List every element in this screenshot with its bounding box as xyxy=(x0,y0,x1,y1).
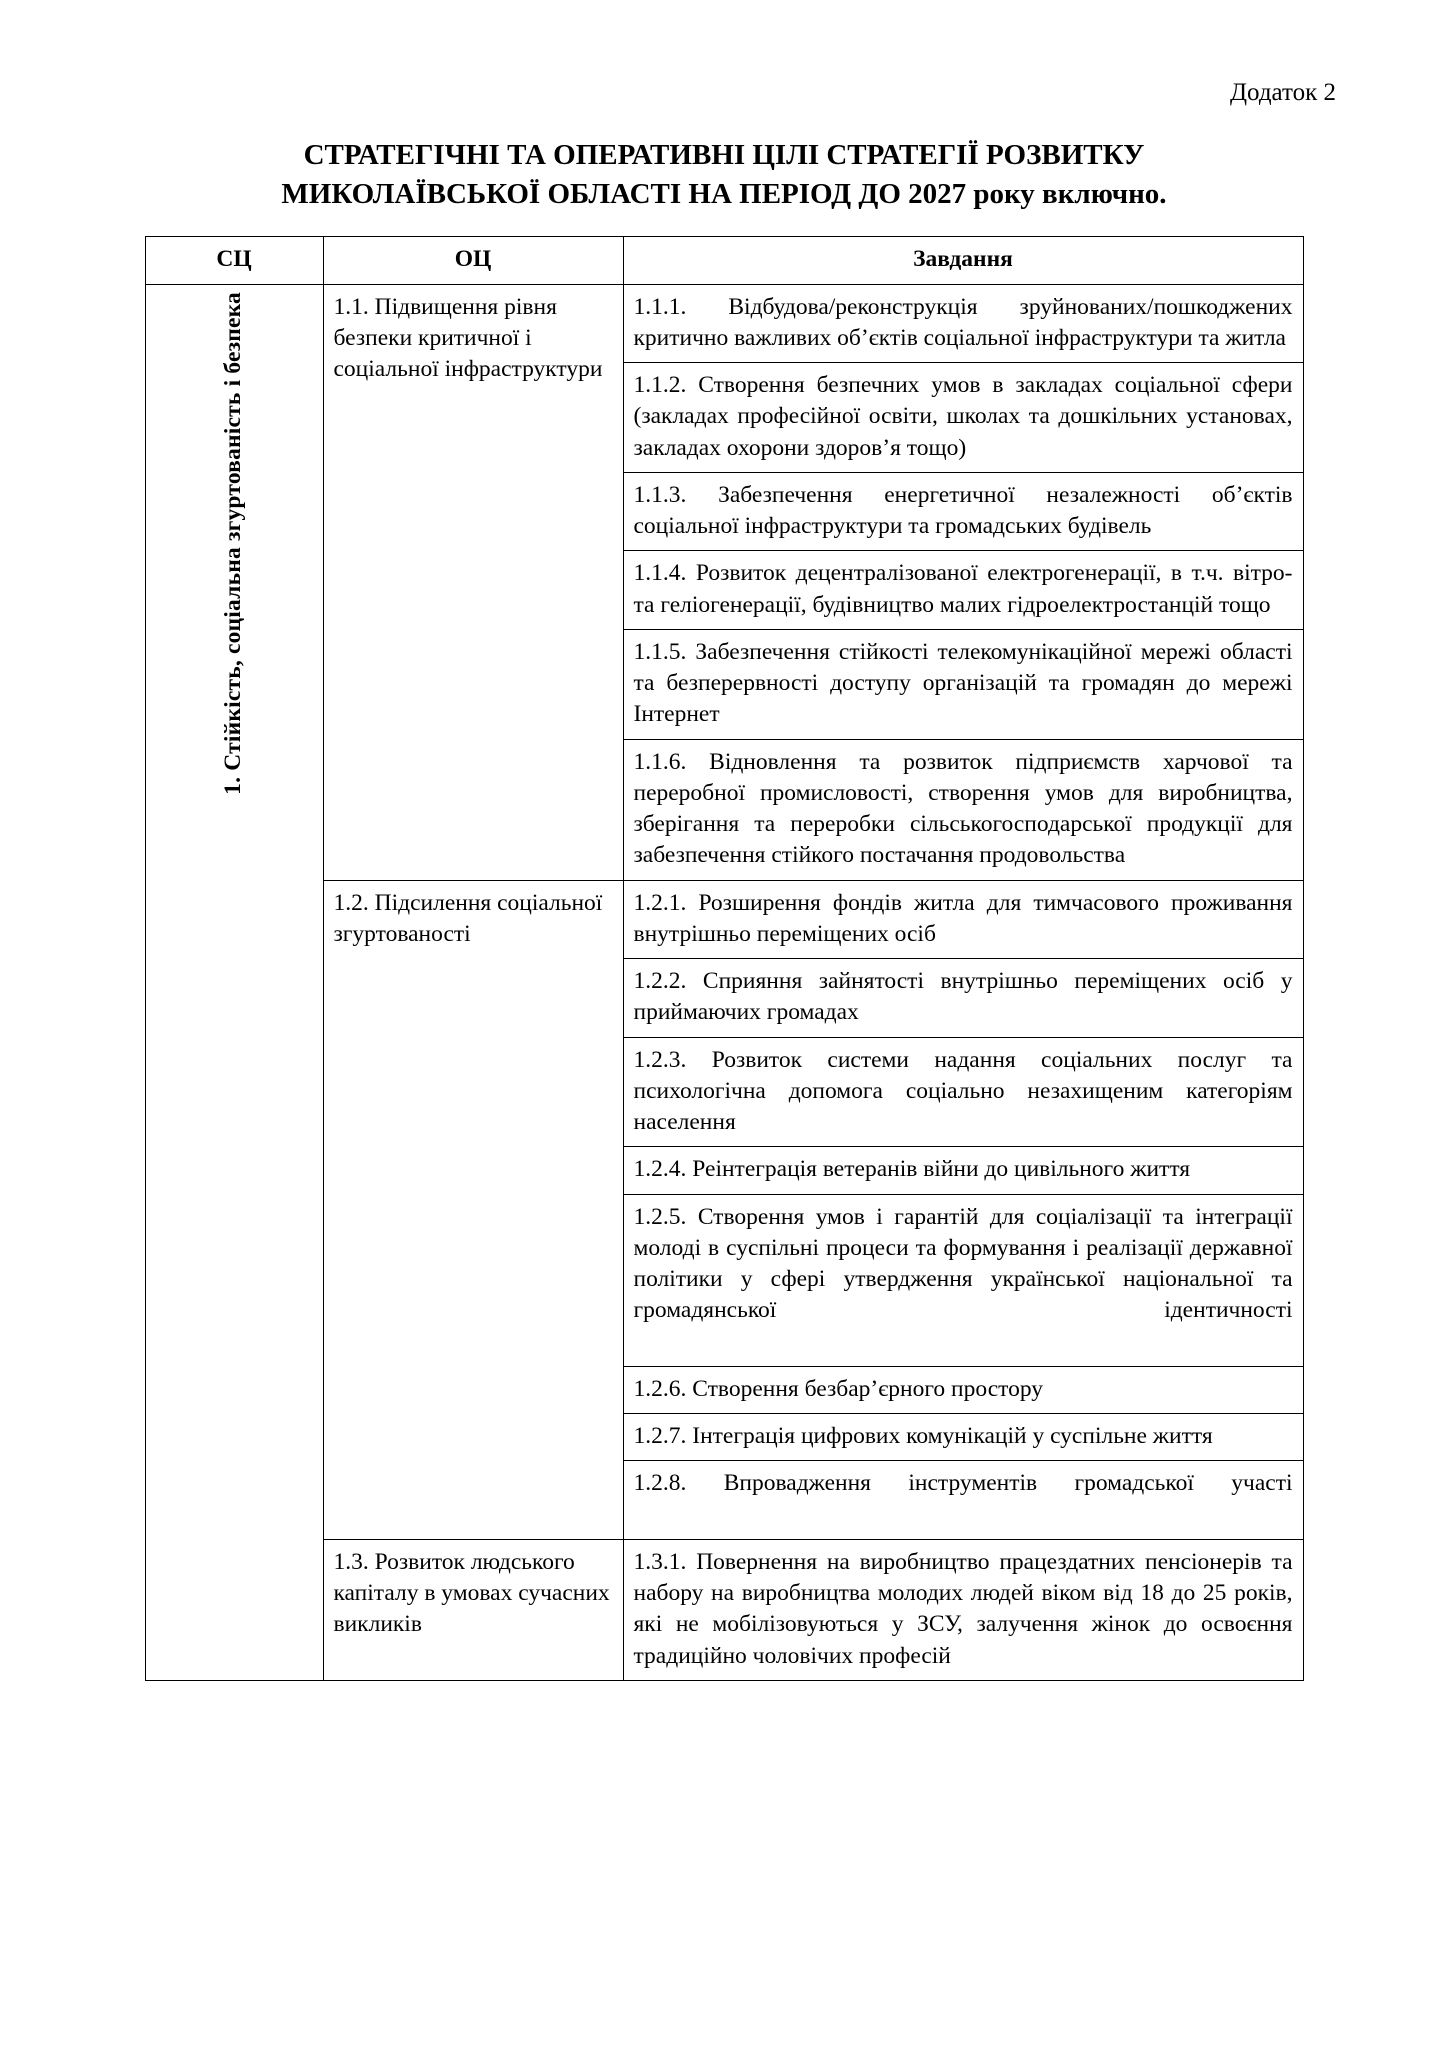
column-header-oc: ОЦ xyxy=(323,237,623,284)
task-cell: 1.2.4. Реінтеграція ветеранів війни до цивільного життя xyxy=(623,1147,1303,1194)
task-cell: 1.2.5. Створення умов і гарантій для соціалізації та інтеграції молоді в суспільні процеси та формування і реалізації державної політики у сфері утвердження української національної та громадянської ідентичності xyxy=(623,1194,1303,1366)
page-title-line2: МИКОЛАЇВСЬКОЇ ОБЛАСТІ НА ПЕРІОД ДО 2027 року включно. xyxy=(281,178,1167,211)
task-cell: 1.1.2. Створення безпечних умов в закладах соціальної сфери (закладах професійної освіти, школах та дошкільних установах, закладах охорони здоров’я тощо) xyxy=(623,363,1303,473)
task-cell: 1.1.3. Забезпечення енергетичної незалежності об’єктів соціальної інфраструктури та громадських будівель xyxy=(623,472,1303,551)
task-cell: 1.1.5. Забезпечення стійкості телекомунікаційної мережі області та безперервності доступу організацій та громадян до мережі Інтернет xyxy=(623,629,1303,739)
table-header-row xyxy=(145,237,1303,284)
task-cell: 1.3.1. Повернення на виробництво працездатних пенсіонерів та набору на виробництва молодих людей віком від 18 до 25 років, які не мобілізовуються у ЗСУ, залучення жінок до освоєння традиційно чоловічих професій xyxy=(623,1539,1303,1680)
operational-goal-cell-1-2: 1.2. Підсилення соціальної згуртованості xyxy=(323,880,623,1539)
task-cell: 1.1.1. Відбудова/реконструкція зруйнованих/пошкоджених критично важливих об’єктів соціальної інфраструктури та житла xyxy=(623,284,1303,363)
operational-goal-cell-1-3: 1.3. Розвиток людського капіталу в умовах сучасних викликів xyxy=(323,1539,623,1680)
task-cell: 1.2.6. Створення безбар’єрного простору xyxy=(623,1366,1303,1413)
task-cell: 1.2.1. Розширення фондів житла для тимчасового проживання внутрішньо переміщених осіб xyxy=(623,880,1303,959)
operational-goal-cell-1-1: 1.1. Підвищення рівня безпеки критичної і соціальної інфраструктури xyxy=(323,284,623,880)
task-cell: 1.1.6. Відновлення та розвиток підприємств харчової та переробної промисловості, створення умов для виробництва, зберігання та переробки сільськогосподарської продукції для забезпечення стійкого постачання продовольства xyxy=(623,739,1303,880)
column-header-sc: СЦ xyxy=(145,237,323,284)
task-cell: 1.2.8. Впровадження інструментів громадської участі xyxy=(623,1461,1303,1540)
task-cell: 1.2.7. Інтеграція цифрових комунікацій у суспільне життя xyxy=(623,1414,1303,1461)
page-title-line1: СТРАТЕГІЧНІ ТА ОПЕРАТИВНІ ЦІЛІ СТРАТЕГІЇ РОЗВИТКУ xyxy=(303,139,1145,171)
strategic-goal-cell xyxy=(145,284,323,1680)
appendix-label: Додаток 2 xyxy=(1230,79,1336,106)
task-cell: 1.2.3. Розвиток системи надання соціальних послуг та психологічна допомога соціально незахищеним категоріям населення xyxy=(623,1037,1303,1147)
column-header-task: Завдання xyxy=(623,237,1303,284)
task-cell: 1.1.4. Розвиток децентралізованої електрогенерації, в т.ч. вітро- та геліогенерації, будівництво малих гідроелектростанцій тощо xyxy=(623,551,1303,630)
strategy-goals-table xyxy=(145,236,1304,1681)
strategic-goal-label: 1. Стійкість, соціальна згуртованість і безпека xyxy=(220,291,247,795)
table-row xyxy=(145,284,1303,363)
page-title xyxy=(64,136,1384,214)
task-cell: 1.2.2. Сприяння зайнятості внутрішньо переміщених осіб у приймаючих громадах xyxy=(623,959,1303,1038)
